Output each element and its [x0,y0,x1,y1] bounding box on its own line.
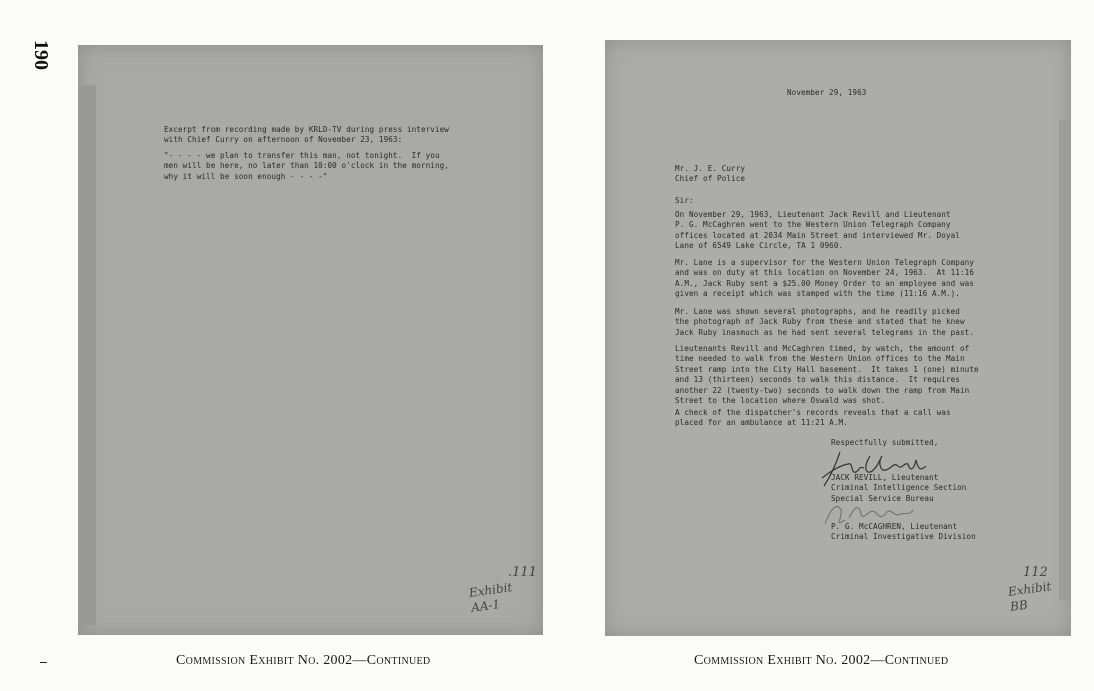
page-number: 190 [30,40,52,70]
letter-salutation: Sir: [675,196,694,205]
letter-paragraph: On November 29, 1963, Lieutenant Jack Revill and Lieutenant P. G. McCaghren went to the Western Union Telegraph Company offices located at 2034 Main Street and interviewed Mr. Doyal Lane of 6549 Lake Circle, TA 1 0960. [675,210,960,251]
right-caption: Commission Exhibit No. 2002—Continued [694,653,949,668]
letter-addressee: Mr. J. E. Curry Chief of Police [675,164,746,184]
left-exhibit-mark: Exhibit AA-1 [468,580,514,615]
left-document-sheet [78,45,543,635]
letter-date: November 29, 1963 [787,88,867,97]
left-sheet-shadow [78,85,96,625]
left-quote: "- - - - we plan to transfer this man, not tonight. If you men will be here, no later than 10:00 o'clock in the morning, why it will be soon enough - - - -" [164,151,449,181]
signer-revill: JACK REVILL, Lieutenant Criminal Intelligence Section Special Service Bureau [831,473,967,503]
signer-mccaghren: P. G. McCAGHREN, Lieutenant Criminal Investigative Division [831,522,976,542]
letter-paragraph: Lieutenants Revill and McCaghren timed, by watch, the amount of time needed to walk from the Western Union offices to the Main Street ramp into the City Hall basement. It takes 1 (one) minute and 13 (thirteen) seconds to walk this distance. It requires another 22 (twenty-two) seconds to walk down the ramp from Main Street to the location where Oswald was shot. [675,344,979,406]
right-page-mark: 112 [1023,565,1048,580]
letter-paragraph: Mr. Lane is a supervisor for the Western Union Telegraph Company and was on duty at this location on November 24, 1963. At 11:16 A.M., Jack Ruby sent a $25.00 Money Order to an employee and was given a receipt which was stamped with the time (11:16 A.M.). [675,258,974,299]
left-page-mark: .111 [508,565,537,580]
letter-paragraph: Mr. Lane was shown several photographs, and he readily picked the photograph of Jack Ruby from these and stated that he knew Jack Ruby inasmuch as he had sent several telegrams in the past. [675,307,974,337]
letter-closing: Respectfully submitted, [831,438,939,447]
left-header: Excerpt from recording made by KRLD-TV during press interview with Chief Curry on afternoon of November 23, 1963: [164,125,449,145]
left-caption: Commission Exhibit No. 2002—Continued [176,653,431,668]
margin-dash [40,662,47,663]
letter-paragraph: A check of the dispatcher's records reveals that a call was placed for an ambulance at 11:21 A.M. [675,408,951,428]
right-document-sheet [605,40,1071,636]
right-exhibit-mark: Exhibit BB [1007,579,1053,614]
